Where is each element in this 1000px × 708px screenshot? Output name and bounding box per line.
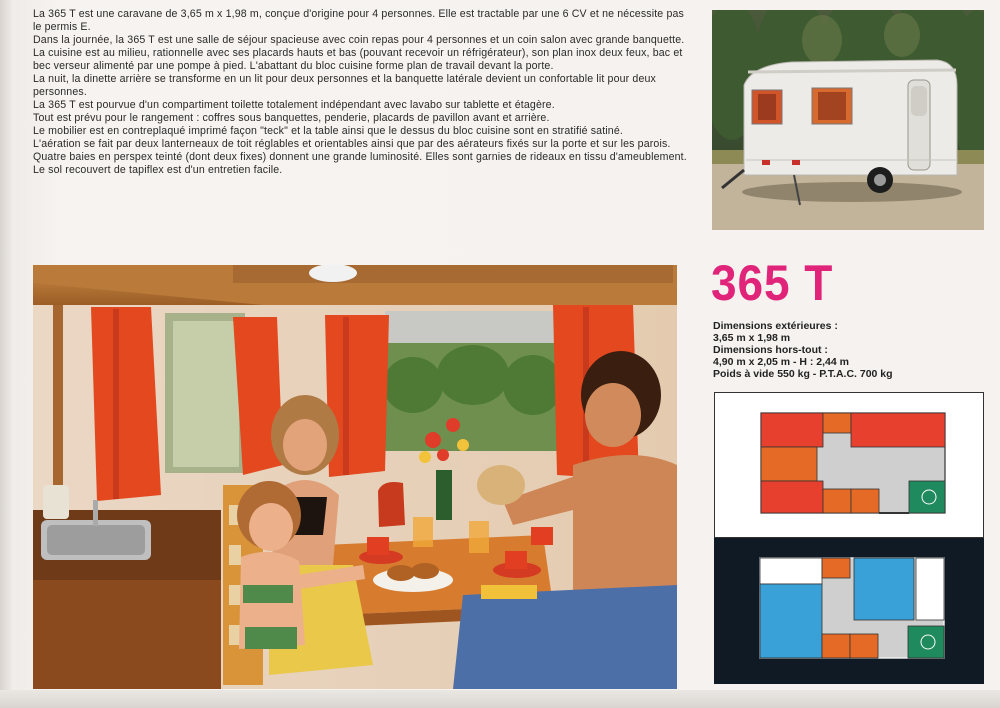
paragraph: Tout est prévu pour le rangement : coffres sous banquettes, penderie, placards de pavillon avant et arrière. bbox=[33, 112, 550, 124]
spec-line: Poids à vide 550 kg - P.T.A.C. 700 kg bbox=[713, 368, 893, 380]
caravan-photo-drawing bbox=[712, 10, 984, 230]
floor-plan-day-layout bbox=[714, 392, 984, 538]
family-dining-interior-photo bbox=[33, 265, 677, 689]
plan-night-drawing bbox=[714, 538, 984, 684]
paragraph: La cuisine est au milieu, rationnelle avec ses placards hauts et bas (pouvant recevoir un réfrigérateur), son plan inox deux feux, bac et bec verseur alimenté par une pompe à pied. L'abattant du bloc cuisine forme plan de travail devant la porte. bbox=[33, 47, 683, 72]
paragraph: La nuit, la dinette arrière se transforme en un lit pour deux personnes et la banquette latérale devient un confortable lit pour deux personnes. bbox=[33, 73, 656, 98]
caravan-exterior-photo bbox=[712, 10, 984, 230]
model-name: 365 T bbox=[711, 255, 834, 311]
spec-line: 4,90 m x 2,05 m - H : 2,44 m bbox=[713, 356, 849, 368]
description-text bbox=[33, 8, 695, 177]
spec-line: Dimensions hors-tout : bbox=[713, 344, 828, 356]
interior-photo-drawing bbox=[33, 265, 677, 689]
paragraph: La 365 T est une caravane de 3,65 m x 1,98 m, conçue d'origine pour 4 personnes. Elle est tractable par une 6 CV et ne nécessite pas le permis E. bbox=[33, 8, 684, 33]
page-bottom-edge bbox=[0, 690, 1000, 708]
paragraph: Le sol recouvert de tapiflex est d'un entretien facile. bbox=[33, 164, 283, 176]
paragraph: Dans la journée, la 365 T est une salle de séjour spacieuse avec coin repas pour 4 personnes et un coin salon avec grande banquette. bbox=[33, 34, 685, 46]
paragraph: La 365 T est pourvue d'un compartiment toilette totalement indépendant avec lavabo sur tablette et étagère. bbox=[33, 99, 555, 111]
specs-block bbox=[713, 320, 983, 380]
paragraph: Quatre baies en perspex teinté (dont deux fixes) donnent une grande luminosité. Elles sont garnies de rideaux en tissu d'ameublement. bbox=[33, 151, 687, 163]
paragraph: L'aération se fait par deux lanterneaux de toit réglables et orientables ainsi que par des aérateurs fixés sur la porte et sur les parois. bbox=[33, 138, 671, 150]
paragraph: Le mobilier est en contreplaqué imprimé façon "teck" et la table ainsi que le dessus du bloc cuisine sont en stratifié satiné. bbox=[33, 125, 623, 137]
plan-day-drawing bbox=[715, 393, 985, 539]
spec-line: 3,65 m x 1,98 m bbox=[713, 332, 791, 344]
page-gutter bbox=[0, 0, 14, 708]
spec-line: Dimensions extérieures : bbox=[713, 320, 838, 332]
floor-plan-night-layout bbox=[714, 538, 984, 684]
